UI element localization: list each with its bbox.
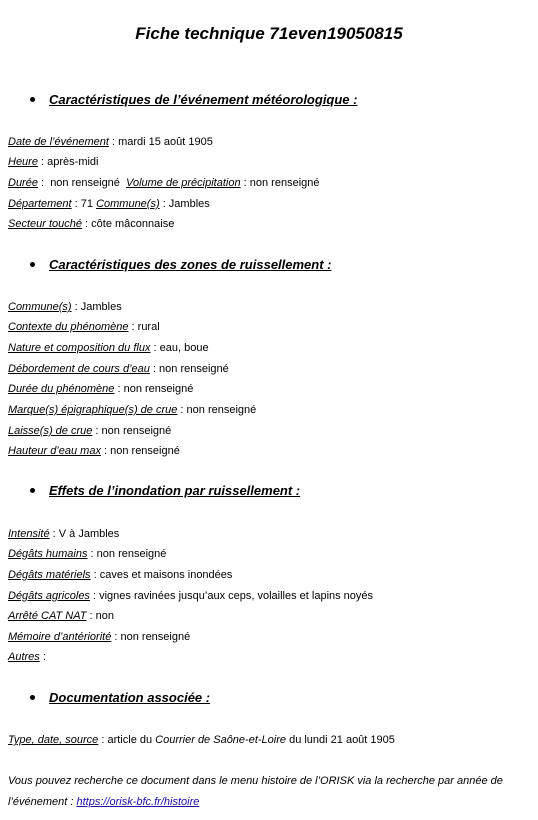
field-label: Arrêté CAT NAT <box>8 610 87 622</box>
field-contexte <box>8 320 160 334</box>
field-label: Heure <box>8 156 38 168</box>
field-label: Secteur touché <box>8 218 82 230</box>
field-value: : non renseigné <box>149 363 229 375</box>
bullet-icon <box>30 695 35 700</box>
field-value: : caves et maisons inondées <box>90 569 233 581</box>
field-value: : non <box>86 610 114 622</box>
field-value: : non renseigné <box>92 425 172 437</box>
field-departement-commune <box>8 197 210 211</box>
field-value: : Jambles <box>159 198 210 210</box>
field-source <box>8 733 395 747</box>
field-marques <box>8 403 256 417</box>
field-value: : 71 <box>71 198 97 210</box>
section-heading-label: Caractéristiques des zones de ruissellement : <box>49 257 332 272</box>
field-intensite <box>8 527 119 541</box>
section-heading-effets <box>30 483 300 498</box>
bullet-icon <box>30 488 35 493</box>
field-label: Nature et composition du flux <box>8 342 151 354</box>
field-label: Date de l’événement <box>8 136 109 148</box>
field-value: : non renseigné <box>37 177 127 189</box>
field-label: Intensité <box>8 528 50 540</box>
section-heading-label: Effets de l’inondation par ruissellement : <box>49 483 301 498</box>
histoire-link[interactable]: https://orisk-bfc.fr/histoire <box>76 796 200 808</box>
field-label: Dégâts humains <box>8 548 88 560</box>
field-value: : mardi 15 août 1905 <box>108 136 213 148</box>
field-label: Dégâts agricoles <box>8 590 90 602</box>
section-heading-documentation <box>30 690 210 705</box>
field-degats-humains <box>8 547 166 561</box>
field-value: : non renseigné <box>177 404 257 416</box>
field-duree-phenomene <box>8 382 193 396</box>
field-value: : non renseigné <box>100 445 180 457</box>
field-value: : côte mâconnaise <box>82 218 175 230</box>
section-heading-zones <box>30 257 332 272</box>
field-label: Commune(s) <box>8 301 72 313</box>
field-label: Débordement de cours d’eau <box>8 363 150 375</box>
field-label: Volume de précipitation <box>126 177 241 189</box>
field-value: : <box>39 651 46 663</box>
field-value: : après-midi <box>37 156 99 168</box>
field-degats-materiels <box>8 568 232 582</box>
field-cat-nat <box>8 609 114 623</box>
field-label: Durée <box>8 177 38 189</box>
field-value: : non renseigné <box>114 383 194 395</box>
section-heading-label: Caractéristiques de l’événement météorologique : <box>49 92 358 107</box>
field-value: : vignes ravinées jusqu’aux ceps, volailles et lapins noyés <box>89 590 374 602</box>
field-value: : Jambles <box>71 301 122 313</box>
section-heading-event <box>30 92 357 107</box>
field-nature <box>8 341 209 355</box>
note-text-prefix: l’événement : <box>8 796 77 808</box>
newspaper-title: Courrier de Saône-et-Loire <box>155 734 287 746</box>
field-duree-volume <box>8 176 319 190</box>
field-commune <box>8 300 122 314</box>
field-label: Marque(s) épigraphique(s) de crue <box>8 404 178 416</box>
field-label: Commune(s) <box>96 198 160 210</box>
field-label: Laisse(s) de crue <box>8 425 93 437</box>
field-value: : non renseigné <box>87 548 167 560</box>
field-laisses <box>8 424 171 438</box>
field-label: Dégâts matériels <box>8 569 91 581</box>
page-title: Fiche technique 71even19050815 <box>135 24 403 43</box>
field-secteur <box>8 217 174 231</box>
field-label: Hauteur d’eau max <box>8 445 101 457</box>
field-degats-agricoles <box>8 589 373 603</box>
bullet-icon <box>30 97 35 102</box>
field-value: : eau, boue <box>150 342 209 354</box>
field-autres <box>8 650 46 664</box>
field-value: : article du <box>98 734 156 746</box>
field-label: Département <box>8 198 72 210</box>
section-heading-label: Documentation associée : <box>49 690 211 705</box>
note-text-line2 <box>8 795 199 809</box>
field-label: Contexte du phénomène <box>8 321 129 333</box>
field-debordement <box>8 362 229 376</box>
field-value: : rural <box>128 321 160 333</box>
note-text: Vous pouvez recherche ce document dans le menu histoire de l’ORISK via la recherche par année de <box>8 775 503 787</box>
bullet-icon <box>30 262 35 267</box>
field-label: Type, date, source <box>8 734 99 746</box>
field-date <box>8 135 213 149</box>
field-value: : V à Jambles <box>49 528 120 540</box>
field-label: Durée du phénomène <box>8 383 115 395</box>
field-value: : non renseigné <box>240 177 320 189</box>
field-value: : non renseigné <box>111 631 191 643</box>
field-value: du lundi 21 août 1905 <box>286 734 395 746</box>
field-memoire <box>8 630 190 644</box>
field-label: Mémoire d’antériorité <box>8 631 112 643</box>
field-label: Autres <box>8 651 40 663</box>
field-hauteur <box>8 444 180 458</box>
field-heure <box>8 155 99 169</box>
